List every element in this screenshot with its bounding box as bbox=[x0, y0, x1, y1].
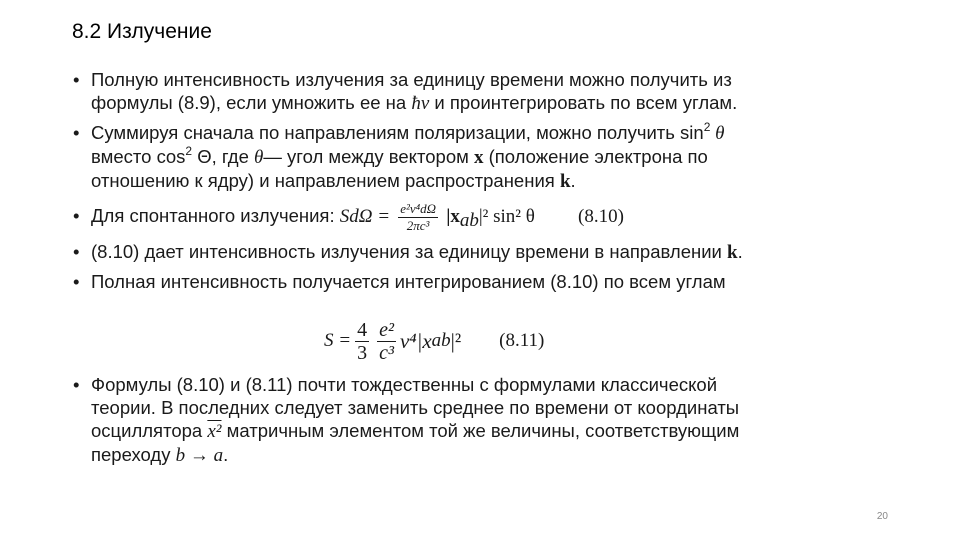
fraction-numerator: e² bbox=[379, 318, 394, 341]
fraction-denominator: 2πc³ bbox=[406, 217, 430, 233]
bullet-5 bbox=[72, 270, 832, 293]
fraction-numerator: 4 bbox=[357, 318, 368, 341]
formula-8-10-lhs: SdΩ = bbox=[339, 206, 391, 227]
slide-title: 8.2 Излучение bbox=[72, 20, 212, 43]
bullet-6-line3b: матричным элементом той же величины, соответствующим bbox=[221, 420, 740, 441]
equation-number-8-10: (8.10) bbox=[578, 206, 624, 227]
bullet-6 bbox=[72, 373, 832, 467]
bullet-2-line1a: Суммируя сначала по направлениям поляризации, можно получить sin bbox=[91, 122, 704, 143]
superscript: 2 bbox=[703, 120, 711, 134]
bullet-3-text: Для спонтанного излучения: bbox=[91, 205, 340, 226]
bullet-6-line1: Формулы (8.10) и (8.11) почти тождественны с формулами классической bbox=[91, 374, 718, 395]
theta-symbol: θ bbox=[254, 147, 264, 168]
slide-number: 20 bbox=[876, 511, 888, 522]
formula-8-11-lhs: S = bbox=[324, 330, 352, 351]
bullet-1-line2a: формулы (8.9), если умножить ее на bbox=[91, 92, 412, 113]
bullet-2-line2d: (положение электрона по bbox=[483, 146, 708, 167]
bullet-1 bbox=[72, 68, 832, 115]
bullet-2-line3a: отношению к ядру) и направлением распространения bbox=[91, 170, 560, 191]
bullet-list bbox=[72, 68, 832, 299]
formula-8-10-fraction bbox=[398, 202, 438, 233]
formula-8-10-abs: |x bbox=[446, 206, 460, 227]
bullet-2-line2b: Θ, где bbox=[192, 146, 255, 167]
equation-number-8-11: (8.11) bbox=[499, 330, 545, 351]
subscript-ab: ab bbox=[459, 210, 479, 231]
bullet-2 bbox=[72, 121, 832, 193]
fraction-numerator: e²ν⁴dΩ bbox=[400, 200, 437, 216]
vector-x: x bbox=[473, 147, 484, 168]
bullet-1-line1: Полную интенсивность излучения за единицу времени можно получить из bbox=[91, 69, 732, 90]
bullet-4-text: (8.10) дает интенсивность излучения за единицу времени в направлении bbox=[91, 241, 728, 262]
formula-8-11: S = $\frac{4}{3}$ $\frac{\text{e²}}{\text{c³}}$ ν⁴|x ab |² (8.11) bbox=[324, 318, 545, 364]
formula-8-10-rest: |² sin² θ bbox=[478, 206, 535, 227]
bullet-2-line2c: — угол между вектором bbox=[263, 146, 474, 167]
bullet-6-line4a: переходу bbox=[91, 444, 176, 465]
vector-k: k bbox=[559, 171, 571, 192]
formula-8-11-rest: ν⁴|x bbox=[399, 328, 432, 353]
fraction-denominator: 3 bbox=[357, 341, 368, 364]
bullet-6-line3a: осциллятора bbox=[91, 420, 208, 441]
bullet-4-dot: . bbox=[737, 241, 743, 262]
bullet-2-line3b: . bbox=[570, 170, 576, 191]
bullet-2-line2a: вместо cos bbox=[91, 146, 186, 167]
superscript: 2 bbox=[185, 144, 193, 158]
transition-b-to-a: b → a bbox=[175, 445, 224, 466]
bullet-4 bbox=[72, 240, 832, 264]
x-squared-average: x² bbox=[207, 421, 222, 442]
bullet-list-2 bbox=[72, 373, 832, 473]
fraction-4-3 bbox=[355, 319, 369, 364]
formula-8-11-tail: |² bbox=[450, 328, 462, 353]
bullet-6-line4b: . bbox=[223, 444, 229, 465]
bullet-5-text: Полная интенсивность получается интегрированием (8.10) по всем углам bbox=[91, 271, 726, 292]
fraction-denominator: c³ bbox=[379, 341, 394, 364]
bullet-1-line2b: и проинтегрировать по всем углам. bbox=[429, 92, 738, 113]
bullet-6-line2: теории. В последних следует заменить среднее по времени от координаты bbox=[91, 397, 740, 418]
theta-symbol: θ bbox=[710, 123, 725, 144]
hbar-nu-symbol: ħν bbox=[411, 93, 430, 114]
fraction-e2-c3 bbox=[377, 319, 396, 364]
bullet-3 bbox=[72, 199, 832, 234]
vector-k: k bbox=[727, 242, 738, 263]
